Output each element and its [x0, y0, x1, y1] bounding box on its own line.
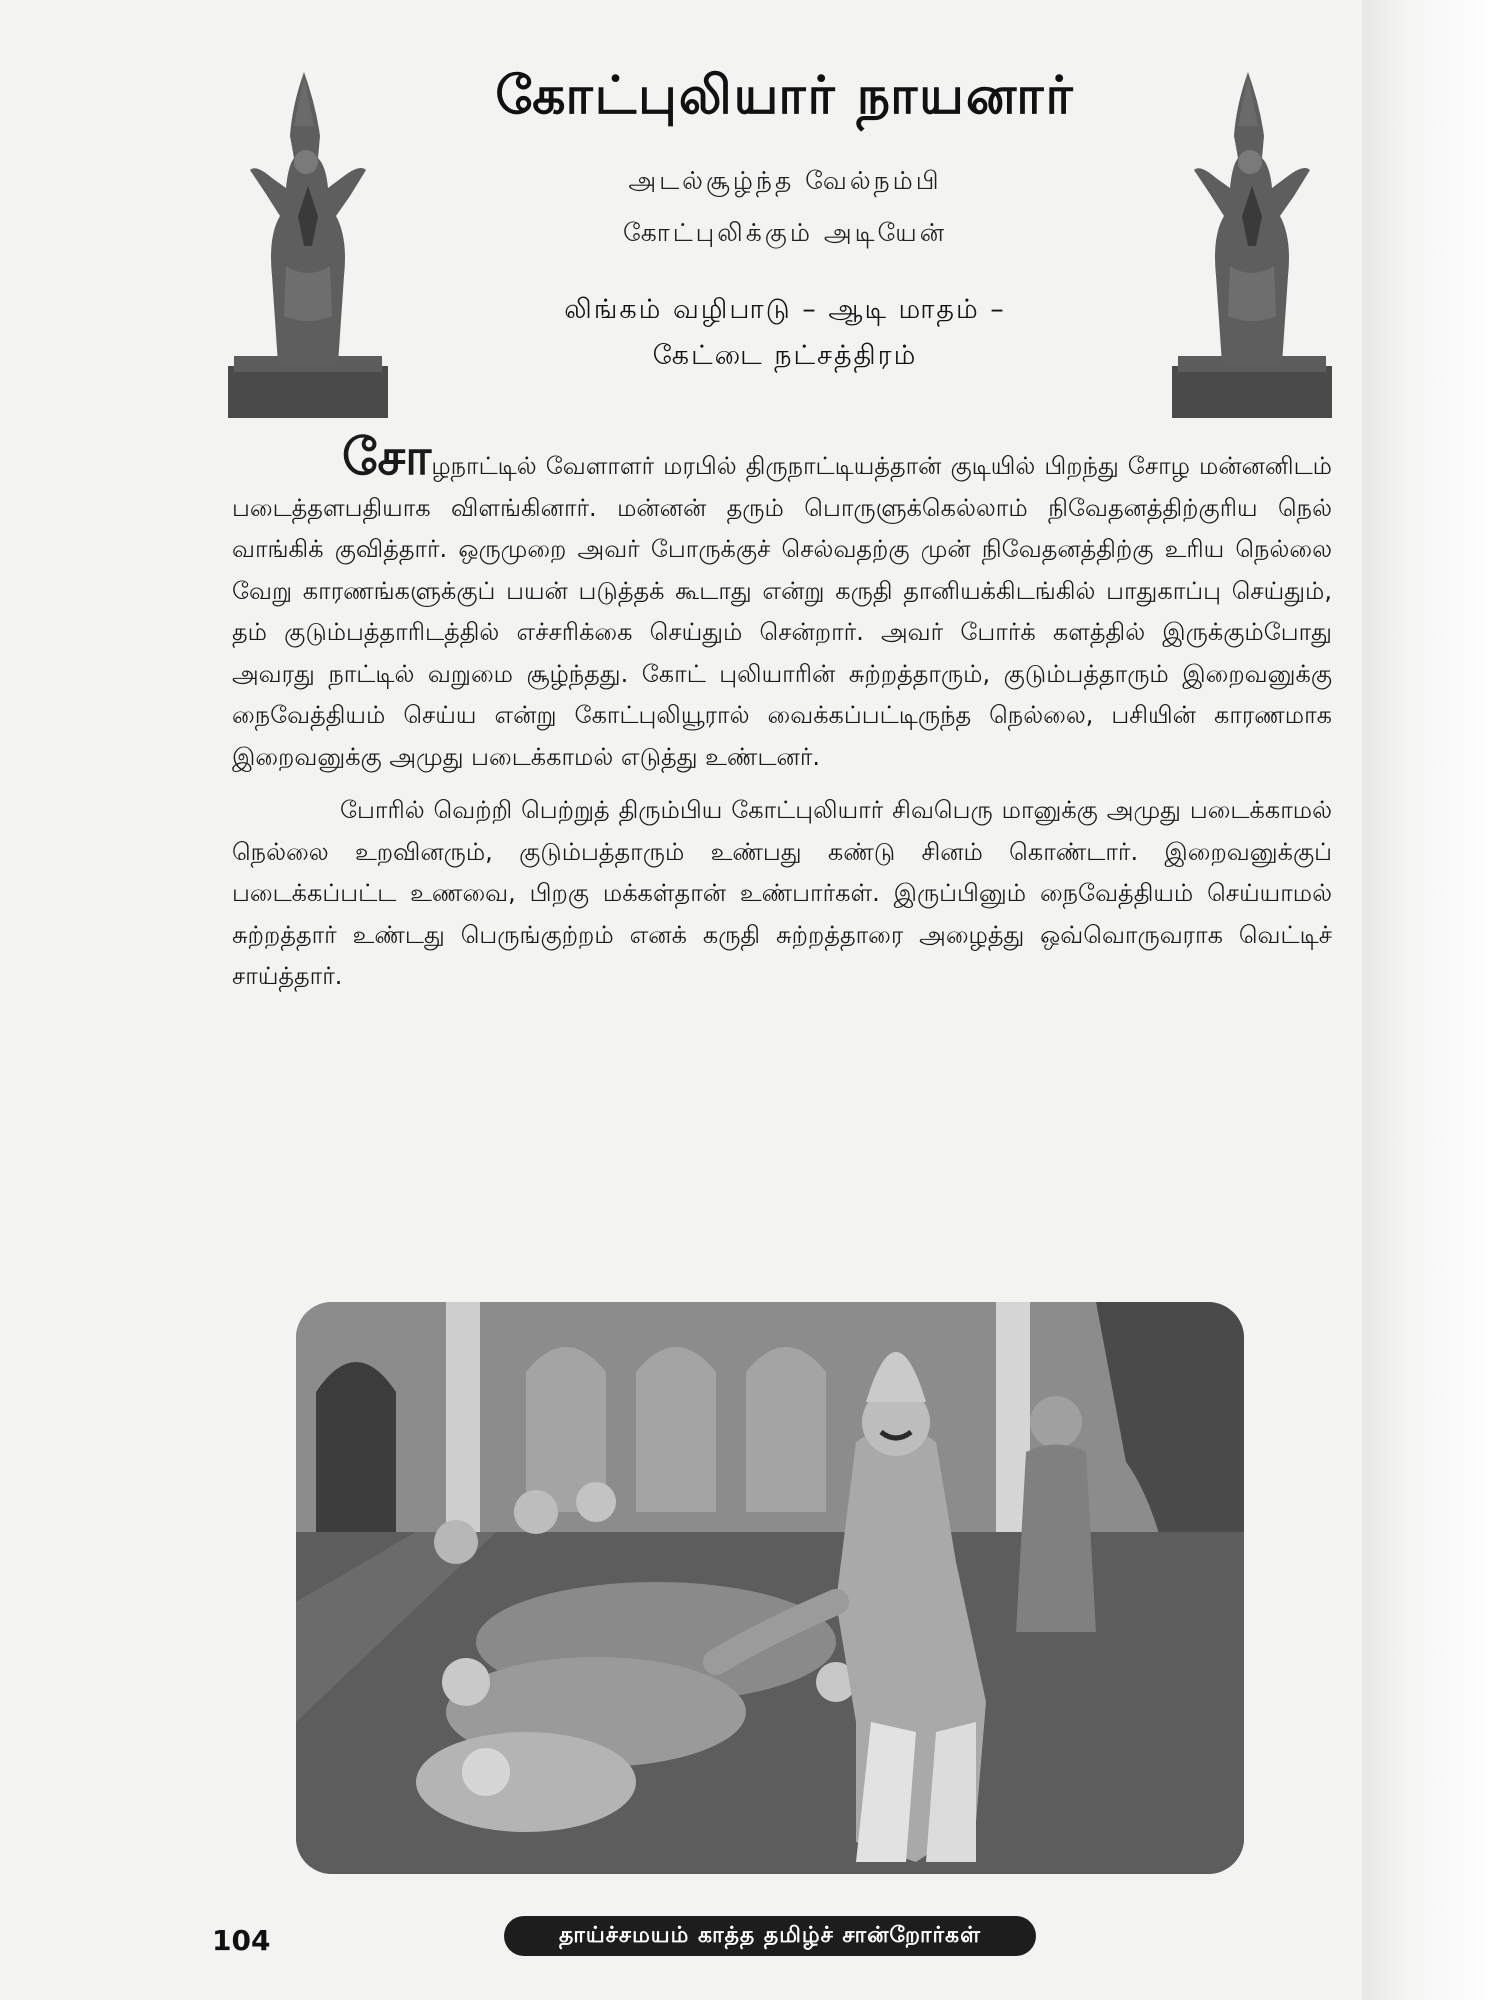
worship-info-line-1: லிங்கம் வழிபாடு – ஆடி மாதம் – — [564, 294, 1006, 325]
verse-line-1: அடல்சூழ்ந்த வேல்நம்பி — [628, 166, 942, 195]
statue-image-left — [228, 66, 388, 418]
statue-image-right — [1172, 66, 1332, 418]
verse-line-2: கோட்புலிக்கும் அடியேன் — [622, 218, 947, 247]
worship-info-line-2: கேட்டை நட்சத்திரம் — [652, 340, 918, 371]
page-edge — [1362, 0, 1500, 2000]
paragraph-1-text: ழநாட்டில் வேளாளர் மரபில் திருநாட்டியத்தான் குடியில் பிறந்து சோழ மன்னனிடம் படைத்தளபதியாக விளங்கினார். மன்னன் தரும் பொருளுக்கெல்லாம் நிவேதனத்திற்குரிய நெல் வாங்கிக் குவித்தார். ஒருமுறை அவர் போருக்குச் செல்வதற்கு முன் நிவேதனத்திற்கு உரிய நெல்லை வேறு காரணங்களுக்குப் பயன் படுத்தக் கூடாது என்று கருதி தானியக்கிடங்கில் பாதுகாப்பு செய்தும், தம் குடும்பத்தாரிடத்தில் எச்சரிக்கை செய்தும் சென்றார். அவர் போர்க் களத்தில் இருக்கும்போது அவரது நாட்டில் வறுமை சூழ்ந்தது. கோட் புலியாரின் சுற்றத்தாரும், குடும்பத்தாரும் இறைவனுக்கு நைவேத்தியம் செய்ய என்று கோட்புலியூரால் வைக்கப்பட்டிருந்த நெல்லை, பசியின் காரணமாக இறைவனுக்கு அமுது படைக்காமல் எடுத்து உண்டனர். — [232, 452, 1332, 771]
drop-cap: சோ — [342, 428, 432, 486]
page-number: 104 — [212, 1924, 271, 1957]
paragraph-1 — [232, 428, 1332, 778]
story-text — [232, 428, 1332, 1010]
page-title: கோட்புலியார் நாயனார் — [495, 66, 1075, 126]
paragraph-2: போரில் வெற்றி பெற்றுத் திரும்பிய கோட்புலியார் சிவபெரு மானுக்கு அமுது படைக்காமல் நெல்லை உறவினரும், குடும்பத்தாரும் உண்பது கண்டு சினம் கொண்டார். இறைவனுக்குப் படைக்கப்பட்ட உணவை, பிறகு மக்கள்தான் உண்பார்கள். இருப்பினும் நைவேத்தியம் செய்யாமல் சுற்றத்தார் உண்டது பெருங்குற்றம் எனக் கருதி சுற்றத்தாரை அழைத்து ஒவ்வொருவராக வெட்டிச் சாய்த்தார். — [232, 796, 1332, 990]
story-illustration — [296, 1302, 1244, 1874]
book-title-footer: தாய்ச்சமயம் காத்த தமிழ்ச் சான்றோர்கள் — [504, 1916, 1036, 1956]
